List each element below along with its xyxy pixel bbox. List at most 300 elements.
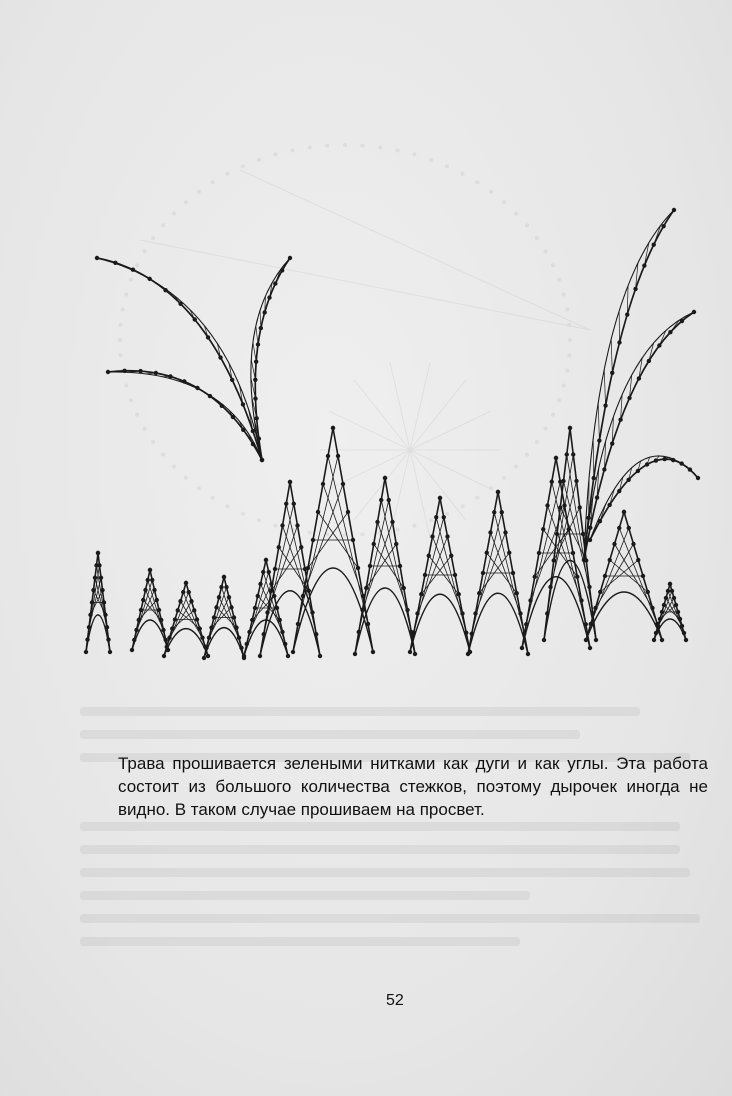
stitch-hole (260, 458, 264, 462)
stitch-hole (679, 461, 683, 465)
stitch-hole (520, 646, 524, 650)
stitch-hole (541, 527, 545, 531)
stitch-hole (306, 566, 310, 570)
stitch-hole (152, 588, 156, 592)
stitch-hole (218, 355, 222, 359)
stitch-hole (311, 538, 315, 542)
stitch-hole (671, 458, 675, 462)
stitch-hole (155, 598, 159, 602)
page-number: 52 (386, 992, 404, 1009)
stitch-hole (402, 586, 406, 590)
stitch-hole (637, 376, 641, 380)
stitch-hole (636, 558, 640, 562)
stitch-hole (545, 503, 549, 507)
stitch-hole (139, 608, 143, 612)
stitch-hole (94, 563, 98, 567)
stitch-hole (598, 519, 602, 523)
stitch-hole (264, 558, 268, 562)
stitch-hole (291, 650, 295, 654)
stitch-hole (192, 608, 196, 612)
stitch-hole (161, 628, 165, 632)
left-blade-lower (106, 369, 264, 463)
stitch-hole (278, 618, 282, 622)
blade-string (256, 326, 258, 345)
stitch-hole (408, 650, 412, 654)
stitch-hole (316, 510, 320, 514)
stitch-hole (262, 632, 266, 636)
stitch-hole (247, 630, 251, 634)
stitch-hole (357, 630, 361, 634)
stitch-hole (164, 638, 168, 642)
stitch-hole (427, 554, 431, 558)
stitch-hole (178, 599, 182, 603)
stitch-hole (356, 566, 360, 570)
stitch-hole (574, 479, 578, 483)
grass-peak-10 (466, 490, 530, 656)
stitch-hole (661, 224, 665, 228)
right-blade-tall (582, 208, 676, 562)
stitch-hole (341, 482, 345, 486)
stitch-hole (658, 617, 662, 621)
blade-string (119, 265, 133, 270)
stitch-hole (301, 594, 305, 598)
grass-peak-1 (84, 551, 112, 654)
stitch-hole (232, 615, 236, 619)
stitch-hole (688, 467, 692, 471)
stitch-hole (548, 585, 552, 589)
stitch-hole (102, 600, 106, 604)
stitch-hole (470, 632, 474, 636)
stitch-hole (515, 591, 519, 595)
stitch-hole (241, 402, 245, 406)
stitch-hole (148, 568, 152, 572)
stitch-hole (360, 608, 364, 612)
stitch-hole (176, 608, 180, 612)
stitch-hole (265, 610, 269, 614)
stitch-hole (627, 526, 631, 530)
blade-string (593, 439, 594, 479)
stitch-hole (184, 581, 188, 585)
stitch-hole (99, 576, 103, 580)
stitch-hole (617, 489, 621, 493)
stitch-hole (449, 554, 453, 558)
stitch-hole (106, 370, 110, 374)
stitch-hole (592, 476, 596, 480)
stitch-hole (269, 589, 273, 593)
blade-string (604, 369, 605, 405)
stitch-hole (261, 570, 265, 574)
stitch-hole (167, 636, 171, 640)
stitch-hole (87, 625, 91, 629)
grass-peak-2 (130, 568, 170, 652)
stitch-hole (415, 611, 419, 615)
stitch-hole (331, 426, 335, 430)
left-blade-stem (251, 256, 292, 462)
stitch-hole (626, 478, 630, 482)
stitch-hole (241, 428, 245, 432)
blade-inner-curve (584, 210, 674, 560)
stitch-hole (231, 415, 235, 419)
stitch-hole (154, 371, 158, 375)
stitch-hole (507, 551, 511, 555)
stitch-hole (336, 454, 340, 458)
stitch-hole (680, 319, 684, 323)
left-blade-upper (95, 256, 264, 462)
stitch-hole (518, 611, 522, 615)
stitch-hole (163, 288, 167, 292)
stitch-hole (558, 505, 562, 509)
stitch-hole (250, 618, 254, 622)
stitch-hole (492, 510, 496, 514)
stitch-hole (575, 575, 579, 579)
stitch-hole (364, 586, 368, 590)
blade-string (598, 403, 599, 441)
stitch-hole (351, 538, 355, 542)
stitch-hole (650, 606, 654, 610)
stitch-hole (182, 379, 186, 383)
blade-string (664, 211, 674, 227)
stitch-hole (412, 631, 416, 635)
stitch-hole (603, 403, 607, 407)
stitch-hole (200, 636, 204, 640)
blade-inner-curve (97, 258, 262, 460)
stitch-hole (162, 654, 166, 658)
stitch-hole (131, 268, 135, 272)
stitch-hole (173, 617, 177, 621)
stitch-hole (595, 495, 599, 499)
stitch-hole (353, 652, 357, 656)
grass-peak-8 (353, 476, 417, 656)
stitch-hole (273, 567, 277, 571)
stitch-hole (286, 654, 290, 658)
stitch-hole (503, 530, 507, 534)
stitch-hole (610, 371, 614, 375)
grass-peak-7 (291, 426, 375, 654)
stitch-hole (383, 476, 387, 480)
stitch-hole (90, 600, 94, 604)
stitch-hole (321, 482, 325, 486)
stitch-hole (100, 588, 104, 592)
stitch-hole (666, 589, 670, 593)
stitch-hole (85, 637, 89, 641)
stitch-hole (654, 458, 658, 462)
stitch-hole (256, 342, 260, 346)
stitch-hole (561, 479, 565, 483)
stitch-hole (251, 429, 255, 433)
stitch-hole (368, 564, 372, 568)
stitch-hole (222, 575, 226, 579)
stitch-hole (150, 578, 154, 582)
grass-peak-4 (202, 575, 246, 660)
stitch-hole (108, 650, 112, 654)
stitch-hole (214, 605, 218, 609)
stitch-hole (612, 542, 616, 546)
stitch-hole (103, 613, 107, 617)
stitch-hole (258, 654, 262, 658)
stitch-hole (552, 558, 556, 562)
stitch-hole (419, 592, 423, 596)
stitch-hole (445, 534, 449, 538)
stitch-hole (488, 530, 492, 534)
stitch-hole (379, 498, 383, 502)
stitch-hole (198, 626, 202, 630)
stitch-hole (88, 613, 92, 617)
blade-curve (255, 258, 290, 460)
stitch-hole (594, 638, 598, 642)
stitch-hole (181, 590, 185, 594)
stitch-hole (636, 469, 640, 473)
stitch-hole (280, 268, 284, 272)
stitch-hole (170, 626, 174, 630)
stitch-hole (202, 656, 206, 660)
stitch-hole (453, 573, 457, 577)
stitch-hole (93, 576, 97, 580)
stitch-hole (258, 582, 262, 586)
stitch-hole (147, 277, 151, 281)
stitch-hole (245, 642, 249, 646)
stitch-hole (394, 542, 398, 546)
stitch-hole (106, 637, 110, 641)
stitch-hole (680, 624, 684, 628)
stitch-hole (646, 590, 650, 594)
stitch-hole (511, 571, 515, 575)
stitch-hole (253, 378, 257, 382)
stitch-hole (95, 256, 99, 260)
stitch-hole (318, 654, 322, 658)
stitch-hole (204, 646, 208, 650)
grass-peak-14 (652, 582, 688, 642)
stitch-hole (627, 396, 631, 400)
stitch-hole (259, 326, 263, 330)
stitch-hole (267, 570, 271, 574)
stitch-hole (524, 622, 528, 626)
stitch-hole (603, 574, 607, 578)
stitch-hole (496, 490, 500, 494)
stitch-hole (664, 596, 668, 600)
stitch-hole (219, 585, 223, 589)
stitch-hole (413, 652, 417, 656)
stitch-hole (195, 617, 199, 621)
stitch-hole (346, 510, 350, 514)
stitch-hole (296, 622, 300, 626)
stitch-hole (457, 592, 461, 596)
stitch-hole (280, 523, 284, 527)
stitch-hole (134, 628, 138, 632)
stitch-hole (206, 335, 210, 339)
stitch-hole (195, 386, 199, 390)
stitch-hole (555, 532, 559, 536)
stitch-hole (229, 605, 233, 609)
stitch-hole (253, 606, 257, 610)
stitch-hole (678, 617, 682, 621)
stitch-hole (602, 467, 606, 471)
blade-string (260, 310, 261, 328)
stitch-hole (660, 638, 664, 642)
stitch-hole (217, 595, 221, 599)
stitch-hole (292, 502, 296, 506)
stitch-hole (208, 394, 212, 398)
stitch-hole (220, 404, 224, 408)
stitch-hole (168, 374, 172, 378)
stitch-hole (387, 498, 391, 502)
stitch-hole (91, 588, 95, 592)
stitch-hole (657, 343, 661, 347)
stitch-hole (672, 208, 676, 212)
stitch-hole (526, 652, 530, 656)
stitch-hole (253, 396, 257, 400)
stitch-hole (662, 603, 666, 607)
stitch-hole (254, 416, 258, 420)
stitch-hole (434, 515, 438, 519)
stitch-hole (545, 611, 549, 615)
stitch-hole (477, 591, 481, 595)
stitch-hole (254, 360, 258, 364)
stitch-hole (660, 610, 664, 614)
stitch-hole (372, 542, 376, 546)
stitch-hole (430, 534, 434, 538)
stitch-hole (593, 606, 597, 610)
stitch-hole (438, 496, 442, 500)
stitch-hole (641, 574, 645, 578)
blade-curve (590, 459, 698, 540)
stitch-hole (692, 310, 696, 314)
stitch-hole (423, 573, 427, 577)
stitch-hole (578, 505, 582, 509)
stitch-hole (485, 551, 489, 555)
stitch-hole (283, 642, 287, 646)
stitch-hole (633, 287, 637, 291)
stitch-hole (668, 330, 672, 334)
stitch-hole (237, 636, 241, 640)
grass-peak-3 (162, 581, 210, 658)
stitch-hole (537, 551, 541, 555)
stitch-hole (230, 378, 234, 382)
caption-text: Трава прошивается зелеными нитками как дуги и как углы. Эта работа состоит из большого количества стежков, поэтому дырочек иногда не видно. В таком случае прошиваем на просвет. (118, 754, 708, 819)
stitch-hole (242, 654, 246, 658)
stitch-hole (598, 590, 602, 594)
stitch-hole (625, 312, 629, 316)
stitch-hole (582, 558, 586, 562)
bleed-through-text-lines (80, 700, 720, 953)
stitch-hole (571, 452, 575, 456)
blade-string (253, 342, 256, 362)
stitch-hole (550, 480, 554, 484)
grass-peak-9 (408, 496, 472, 654)
stitch-hole (587, 585, 591, 589)
stitch-hole (366, 622, 370, 626)
blade-curve (97, 258, 262, 460)
stitch-hole (631, 542, 635, 546)
stitch-hole (390, 520, 394, 524)
stitch-hole (326, 454, 330, 458)
blade-string (654, 225, 661, 244)
stitch-hole (371, 650, 375, 654)
stitch-hole (189, 599, 193, 603)
stitch-hole (405, 608, 409, 612)
stitch-hole (617, 340, 621, 344)
stitch-hole (588, 538, 592, 542)
stitch-hole (481, 571, 485, 575)
stitch-hole (565, 452, 569, 456)
stitch-hole (654, 631, 658, 635)
stitch-hole (234, 625, 238, 629)
stitch-hole (146, 578, 150, 582)
grass-peak-5 (242, 558, 290, 658)
stitch-hole (645, 462, 649, 466)
stitch-hole (642, 263, 646, 267)
stitch-hole (571, 551, 575, 555)
stitch-hole (682, 631, 686, 635)
stitch-hole (607, 503, 611, 507)
stitch-hole (207, 636, 211, 640)
stitch-hole (652, 638, 656, 642)
stitch-hole (464, 631, 468, 635)
stitch-hole (273, 281, 277, 285)
stitch-hole (193, 317, 197, 321)
stitch-hole (533, 575, 537, 579)
stitch-hole (284, 502, 288, 506)
stitch-hole (528, 598, 532, 602)
stitch-hole (466, 652, 470, 656)
stitch-hole (178, 302, 182, 306)
stitch-hole (105, 625, 109, 629)
stitch-hole (132, 638, 136, 642)
stitch-hole (277, 545, 281, 549)
stitch-hole (588, 646, 592, 650)
stitch-hole (295, 523, 299, 527)
stitch-hole (662, 457, 666, 461)
stitch-hole (84, 650, 88, 654)
stitch-hole (257, 437, 261, 441)
stitch-hole (584, 638, 588, 642)
stitch-hole (280, 630, 284, 634)
stitch-hole (288, 480, 292, 484)
stitch-hole (674, 603, 678, 607)
stitch-hole (460, 611, 464, 615)
stitch-hole (647, 359, 651, 363)
stitch-hole (165, 645, 169, 649)
stitch-hole (672, 596, 676, 600)
stitch-hole (267, 295, 271, 299)
stitch-hole (138, 369, 142, 373)
stitch-hole (314, 632, 318, 636)
stitch-hole (299, 545, 303, 549)
stitch-hole (652, 243, 656, 247)
stitch-hole (684, 638, 688, 642)
stitch-hole (670, 589, 674, 593)
stitch-hole (122, 369, 126, 373)
stitch-hole (584, 622, 588, 626)
stitch-hole (256, 594, 260, 598)
stitch-hole (212, 615, 216, 619)
stitch-hole (375, 520, 379, 524)
stitch-hole (143, 588, 147, 592)
stitch-hole (442, 515, 446, 519)
stitch-hole (159, 618, 163, 622)
stitch-hole (307, 589, 311, 593)
stitch-hole (568, 426, 572, 430)
stitch-hole (579, 598, 583, 602)
stitch-hole (473, 611, 477, 615)
stitch-hole (617, 526, 621, 530)
stitch-hole (141, 598, 145, 602)
stitch-hole (224, 585, 228, 589)
stitch-hole (113, 261, 117, 265)
stitch-hole (227, 595, 231, 599)
stitch-hole (209, 625, 213, 629)
stitch-hole (310, 610, 314, 614)
blade-string (98, 258, 116, 263)
